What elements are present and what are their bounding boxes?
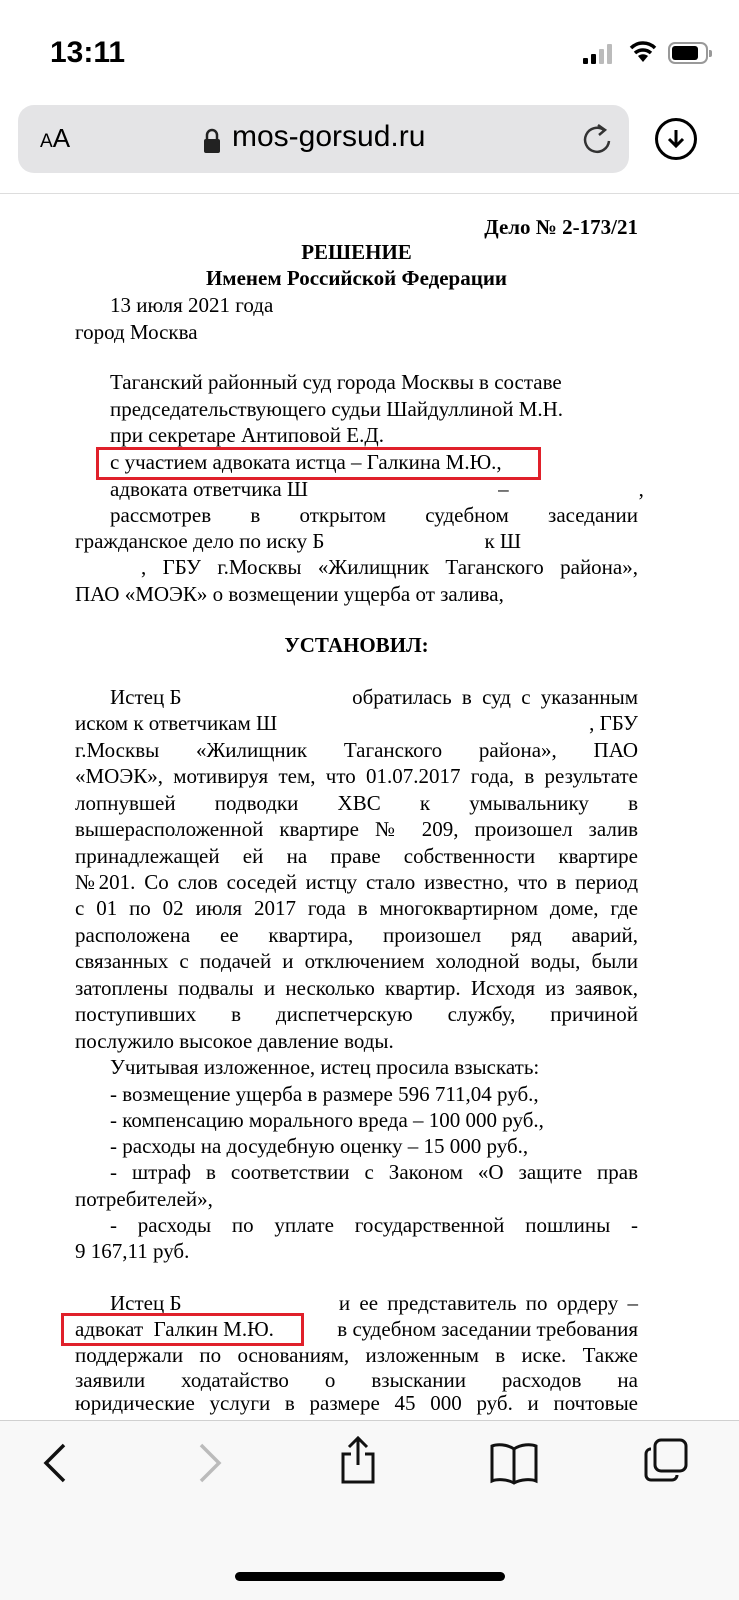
text-line: - расходы на досудебную оценку – 15 000 руб.,: [110, 1134, 529, 1158]
text-line: - возмещение ущерба в размере 596 711,04 руб.,: [110, 1082, 539, 1106]
text-line: [75, 684, 638, 710]
text-line: принадлежащей ей на праве собственности квартире: [75, 844, 638, 868]
document-subtitle: Именем Российской Федерации: [205, 266, 508, 290]
text-line: №201. Со слов соседей истцу стало известно, что в период: [75, 870, 638, 894]
city: город Москва: [75, 320, 198, 344]
text-line: [75, 528, 638, 554]
reload-icon[interactable]: [580, 121, 614, 157]
text-line: председательствующего судьи Шайдуллиной М.Н.: [110, 397, 564, 421]
text-segment: , ГБУ: [589, 711, 638, 735]
red-highlight-box: [61, 1313, 304, 1346]
text-line: «МОЭК», мотивируя тем, что 01.07.2017 года, в результате: [75, 764, 638, 788]
date: 13 июля 2021 года: [110, 293, 274, 317]
text-line: рассмотрев в открытом судебном заседании: [110, 503, 638, 527]
text-segment: в судебном заседании требования: [337, 1317, 638, 1341]
highlighted-text-segment: адвокат Галкин М.Ю.: [75, 1317, 274, 1341]
text-size-button[interactable]: AA: [40, 123, 71, 153]
text-segment: обратилась в суд с указанным: [352, 685, 638, 709]
back-icon[interactable]: [40, 1441, 70, 1485]
share-icon[interactable]: [338, 1435, 378, 1485]
text-line: с 01 по 02 июля 2017 года в многоквартирном доме, где: [75, 896, 638, 920]
case-number: Дело № 2-173/21: [484, 215, 638, 239]
lock-icon: [202, 128, 222, 154]
text-line: - расходы по уплате государственной пошлины -: [110, 1213, 638, 1237]
download-arrow-icon: [666, 128, 686, 150]
text-line: 9 167,11 руб.: [75, 1239, 190, 1263]
address-bar[interactable]: [18, 105, 629, 173]
text-line: г.Москвы «Жилищник Таганского района», ПАО: [75, 738, 638, 762]
url-text[interactable]: mos-gorsud.ru: [232, 120, 426, 153]
text-segment: адвоката ответчика Ш: [110, 477, 309, 501]
text-line: связанных с подачей и отключением холодной воды, были: [75, 949, 638, 973]
text-segment: Истец Б: [110, 1291, 182, 1315]
text-line: Таганский районный суд города Москвы в составе: [110, 370, 562, 394]
text-line: , ГБУ г.Москвы «Жилищник Таганского района»,: [141, 555, 638, 579]
status-bar: [0, 0, 739, 95]
cellular-signal-icon: [583, 44, 612, 64]
forward-icon[interactable]: [195, 1441, 225, 1485]
text-line: - компенсацию морального вреда – 100 000 руб.,: [110, 1108, 544, 1132]
text-line: затоплены подвалы и несколько квартир. Исходя из заявок,: [75, 976, 638, 1000]
bookmarks-icon[interactable]: [489, 1441, 539, 1485]
text-line: лопнувшей подводки ХВС к умывальнику в: [75, 791, 638, 815]
text-line: [75, 710, 638, 736]
text-segment: Истец Б: [110, 685, 182, 709]
text-line: вышерасположенной квартире № 209, произошел залив: [75, 817, 638, 841]
text-line: потребителей»,: [75, 1187, 213, 1211]
highlighted-text-line: с участием адвоката истца – Галкина М.Ю.,: [110, 450, 502, 474]
text-segment: –: [498, 477, 509, 501]
text-segment: ,: [638, 477, 644, 501]
text-line: послужило высокое давление воды.: [75, 1029, 394, 1053]
text-line: поддержали по основаниям, изложенным в иске. Также: [75, 1343, 638, 1367]
clock: 13:11: [50, 36, 126, 69]
document-title: РЕШЕНИЕ: [301, 240, 412, 264]
section-heading: УСТАНОВИЛ:: [284, 633, 429, 657]
text-line: ПАО «МОЭК» о возмещении ущерба от залива,: [75, 582, 504, 606]
text-line: юридические услуги в размере 45 000 руб. и почтовые: [75, 1391, 638, 1415]
text-line: расположена ее квартира, произошел ряд аварий,: [75, 923, 638, 947]
text-segment: иском к ответчикам Ш: [75, 711, 278, 735]
text-segment: и ее представитель по ордеру –: [338, 1291, 638, 1315]
text-line: заявили ходатайство о взыскании расходов на: [75, 1368, 638, 1392]
text-line: поступивших в диспетчерскую службу, причиной: [75, 1002, 638, 1026]
home-indicator[interactable]: [235, 1572, 505, 1581]
battery-icon: [668, 42, 708, 64]
text-line: Учитывая изложенное, истец просила взыскать:: [110, 1055, 540, 1079]
download-button[interactable]: [655, 118, 697, 160]
wifi-icon: [628, 40, 658, 64]
text-line: при секретаре Антиповой Е.Д.: [110, 423, 384, 447]
text-segment: гражданское дело по иску Б: [75, 529, 325, 553]
red-highlight-box: [96, 447, 541, 480]
text-line: - штраф в соответствии с Законом «О защите прав: [110, 1160, 638, 1184]
text-segment: к Ш: [484, 529, 522, 553]
tabs-icon[interactable]: [643, 1437, 689, 1483]
divider: [0, 193, 739, 194]
